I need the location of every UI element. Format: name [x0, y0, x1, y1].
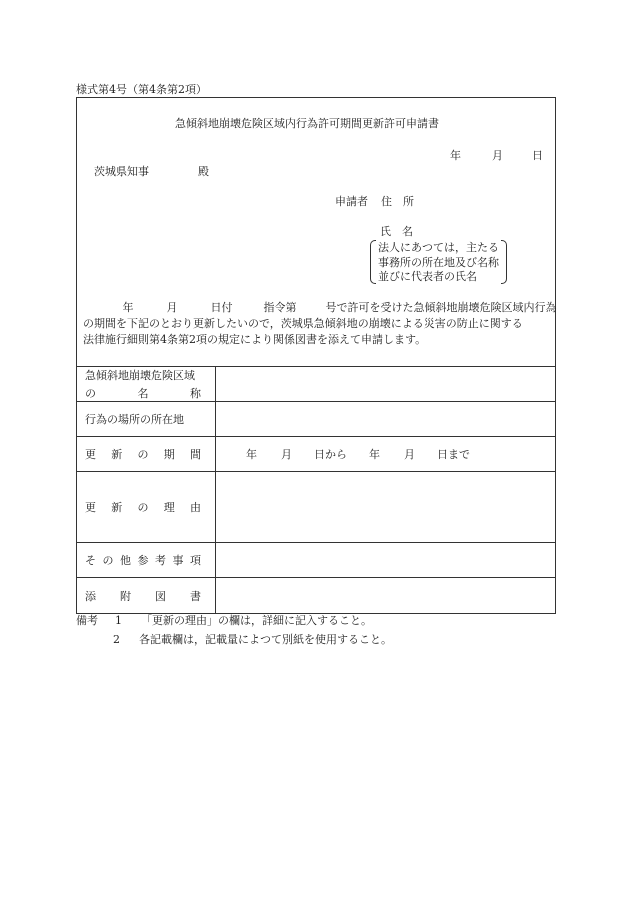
corp-note-line: 法人にあつては，主たる [378, 241, 499, 254]
reason-label-chars [85, 499, 201, 515]
note-text: 各記載欄は，記載量によつて別紙を使用すること。 [139, 633, 392, 646]
table-row [77, 543, 556, 578]
table-row [77, 578, 556, 614]
notes-label: 備考 [76, 614, 98, 627]
period-field[interactable] [216, 437, 556, 472]
label-char: の [102, 554, 114, 567]
applicant-name-label: 氏 名 [380, 225, 413, 238]
right-brace [501, 240, 507, 284]
date-line [450, 150, 543, 161]
period-start-year: 年 [246, 448, 257, 461]
addressee-name: 茨城県知事 [94, 165, 149, 178]
addressee [94, 166, 209, 177]
corp-note-line: 事務所の所在地及び名称 [378, 255, 499, 269]
label-char: の [137, 448, 149, 461]
date-month-label: 月 [492, 149, 503, 162]
area-name-label-line1: 急傾斜地崩壊危険区域 [85, 369, 195, 382]
period-end-day: 日まで [437, 448, 470, 461]
body-line-1 [83, 300, 557, 316]
period-start-day: 日から [314, 448, 347, 461]
label-char: 参 [137, 554, 149, 567]
left-brace [370, 240, 376, 284]
date-year-label: 年 [450, 149, 461, 162]
label-char: 添 [85, 589, 96, 603]
label-char: の [85, 387, 96, 400]
body-directive: 指令第 [263, 301, 297, 314]
date-day-label: 日 [532, 149, 543, 162]
label-char: 項 [190, 554, 201, 567]
body-year: 年 [122, 301, 134, 314]
attached-docs-label [77, 578, 216, 614]
label-char: 名 [137, 387, 149, 400]
body-line-3: 法律施行細則第4条第2項の規定により関係図書を添えて申請します。 [83, 333, 427, 346]
label-char: 更 [85, 501, 96, 514]
area-name-label-line2 [85, 385, 201, 401]
applicant-label: 申請者 [335, 195, 368, 208]
form-number: 様式第4号（第4条第2項） [76, 83, 207, 96]
note-text: 「更新の理由」の欄は，詳細に記入すること。 [141, 614, 372, 627]
body-date-suffix: 日付 [210, 301, 233, 314]
attached-docs-field[interactable] [216, 578, 556, 614]
label-char: 期 [163, 448, 175, 461]
form-title: 急傾斜地崩壊危険区域内行為許可期間更新許可申請書 [175, 117, 439, 130]
period-value [216, 446, 555, 462]
label-char: 理 [163, 501, 175, 514]
label-char: 間 [190, 448, 201, 461]
table-row [77, 437, 556, 472]
label-char: 書 [190, 589, 201, 603]
corporation-note-bracket [370, 238, 507, 284]
period-label [77, 437, 216, 472]
table-row [77, 367, 556, 402]
location-label: 行為の場所の所在地 [77, 402, 216, 437]
body-month: 月 [166, 301, 178, 314]
label-char: 考 [155, 554, 166, 567]
corp-note-line: 並びに代表者の氏名 [378, 270, 477, 283]
label-char: 称 [190, 387, 201, 400]
area-name-label [77, 367, 216, 402]
label-char: 由 [190, 501, 201, 514]
area-name-field[interactable] [216, 367, 556, 402]
note-2 [113, 634, 392, 645]
other-reference-field[interactable] [216, 543, 556, 578]
body-line-2: の期間を下記のとおり更新したいので，茨城県急傾斜地の崩壊による災害の防止に関する [83, 317, 523, 330]
label-char: 更 [85, 448, 96, 461]
label-char: 図 [155, 589, 166, 603]
label-char: 事 [172, 554, 184, 567]
period-start-month: 月 [281, 448, 292, 461]
body-paragraph [83, 300, 557, 348]
label-char: 附 [120, 589, 131, 603]
period-end-month: 月 [404, 448, 415, 461]
note-number: 2 [113, 633, 120, 646]
label-char: 新 [111, 448, 123, 461]
note-1 [76, 615, 372, 626]
body-line1-rest: 号で許可を受けた急傾斜地崩壊危険区域内行為 [325, 301, 557, 314]
reason-label [77, 472, 216, 543]
applicant-address-label: 住 所 [381, 195, 414, 208]
period-label-chars [85, 446, 201, 462]
location-field[interactable] [216, 402, 556, 437]
label-char: 新 [111, 501, 123, 514]
label-char: そ [85, 554, 96, 567]
table-row [77, 402, 556, 437]
other-reference-label [77, 543, 216, 578]
attached-docs-label-chars [85, 588, 201, 604]
reason-field[interactable] [216, 472, 556, 543]
addressee-honorific: 殿 [198, 165, 209, 178]
label-char: の [137, 501, 149, 514]
note-number: 1 [115, 614, 122, 627]
label-char: 他 [120, 554, 131, 567]
other-reference-label-chars [85, 552, 201, 568]
table-row [77, 472, 556, 543]
applicant-line [335, 196, 414, 207]
application-table [76, 366, 556, 614]
period-end-year: 年 [369, 448, 380, 461]
